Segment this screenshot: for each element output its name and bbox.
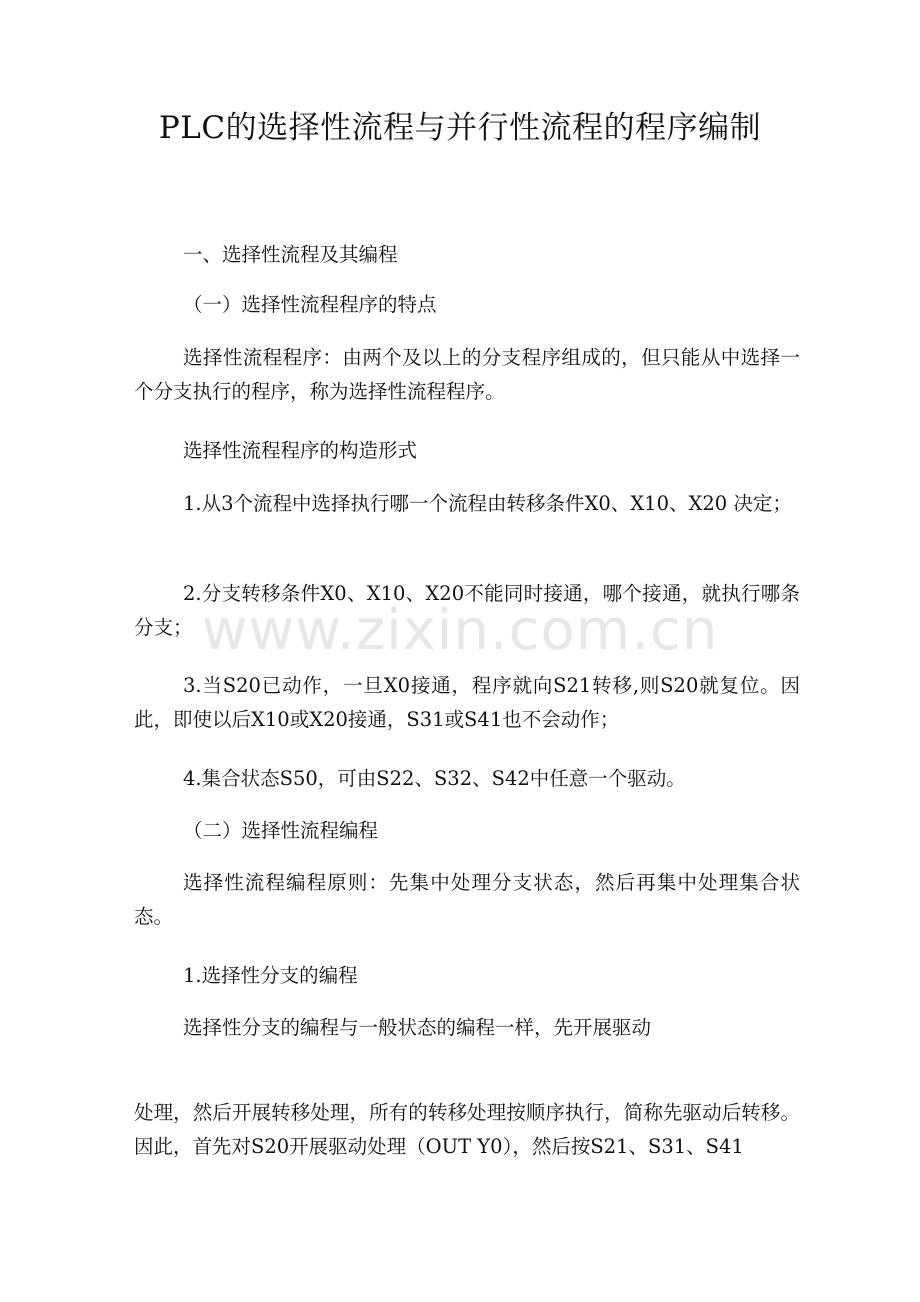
paragraph-definition: 选择性流程程序：由两个及以上的分支程序组成的，但只能从中选择一个分支执行的程序，称为选择性流程程序。 [134, 346, 800, 403]
paragraph-principle: 选择性流程编程原则：先集中处理分支状态，然后再集中处理集合状态。 [134, 871, 800, 928]
document-title: PLC的选择性流程与并行性流程的程序编制 [158, 110, 762, 146]
watermark: www.zixin.com.cn [201, 598, 719, 663]
section-heading-1: 一、选择性流程及其编程 [183, 243, 398, 266]
paragraph-structure-heading: 选择性流程程序的构造形式 [183, 439, 418, 462]
list-item-2: 2.分支转移条件X0、X10、X20不能同时接通，哪个接通，就执行哪条分支； [134, 582, 800, 639]
paragraph-branch-programming: 选择性分支的编程与一般状态的编程一样，先开展驱动 [183, 1016, 652, 1039]
subsection-heading-3: 1.选择性分支的编程 [183, 964, 358, 987]
list-item-1: 1.从3个流程中选择执行哪一个流程由转移条件X0、X10、X20 决定； [183, 492, 792, 515]
list-item-4: 4.集合状态S50，可由S22、S32、S42中任意一个驱动。 [183, 767, 686, 790]
subsection-heading-1: （一）选择性流程程序的特点 [183, 293, 437, 316]
list-item-3: 3.当S20已动作，一旦X0接通，程序就向S21转移,则S20就复位。因此，即使以后X10或X20接通，S31或S41也不会动作； [134, 674, 800, 731]
subsection-heading-2: （二）选择性流程编程 [183, 819, 379, 842]
paragraph-continuation: 处理，然后开展转移处理，所有的转移处理按顺序执行，简称先驱动后转移。因此，首先对S20开展驱动处理（OUT Y0），然后按S21、S31、S41 [134, 1101, 800, 1158]
